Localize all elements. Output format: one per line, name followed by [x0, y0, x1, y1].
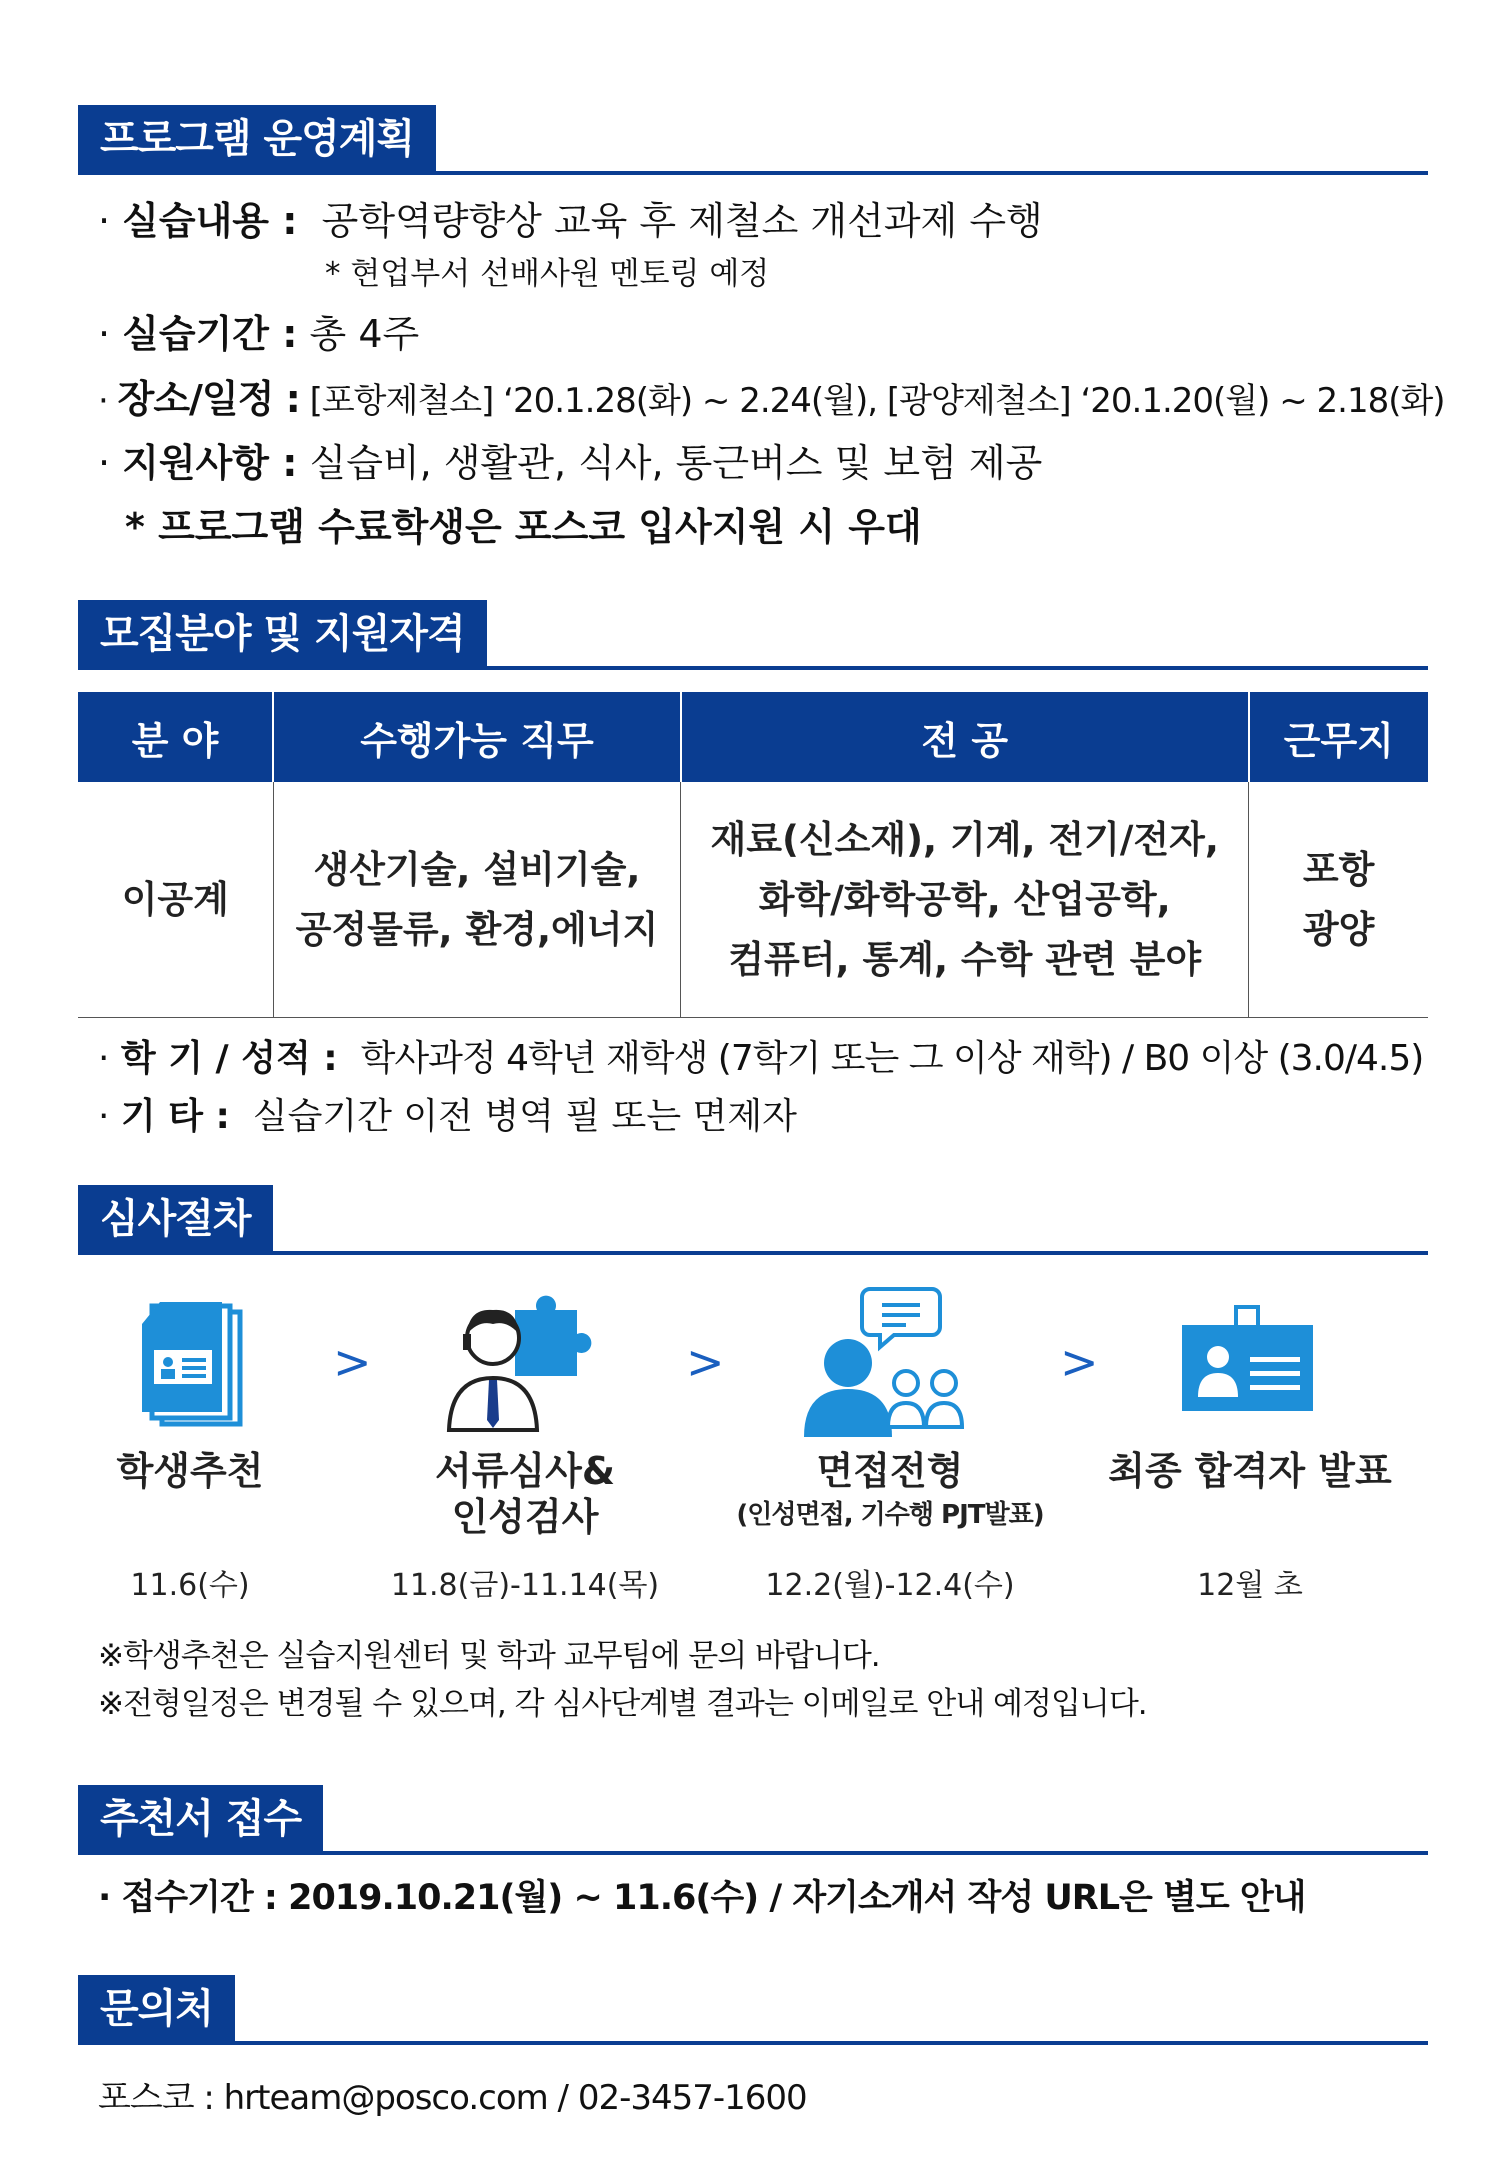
location-line: 광양 [1302, 907, 1375, 951]
section-header-recruit [78, 600, 1428, 670]
section-title: 프로그램 운영계획 [78, 105, 436, 173]
requirements-table [78, 692, 1428, 1018]
section-title: 추천서 접수 [78, 1785, 323, 1853]
section-rule [78, 2041, 1428, 2045]
etc-row: · 기 타 : 실습기간 이전 병역 필 또는 면제자 [98, 1096, 797, 1137]
step-subtitle: (인성면접, 기수행 PJT발표) [736, 1500, 1044, 1530]
section-rule [78, 666, 1428, 670]
section-header-process [78, 1185, 1428, 1255]
grade-row: · 학 기 / 성적 : 학사과정 4학년 재학생 (7학기 또는 그 이상 재학) / B0 이상 (3.0/4.5) [98, 1038, 1424, 1079]
support-label: 지원사항 : [122, 441, 298, 485]
step-date: 11.6(수) [130, 1568, 250, 1603]
etc-value: 실습기간 이전 병역 필 또는 면제자 [252, 1096, 797, 1137]
table-header-major: 전 공 [681, 692, 1249, 782]
location-cell [1249, 782, 1428, 1018]
table-header-field: 분 야 [78, 692, 273, 782]
section-rule [78, 1851, 1428, 1855]
jobs-line: 생산기술, 설비기술, [313, 847, 641, 891]
grade-label: 학 기 / 성적 : [120, 1038, 338, 1079]
support-row: · 지원사항 : 실습비, 생활관, 식사, 통근버스 및 보험 제공 [98, 441, 1043, 485]
step-1 [90, 1448, 290, 1494]
table-row [78, 782, 1428, 1018]
jobs-cell [273, 782, 681, 1018]
section-header-contact [78, 1975, 1428, 2045]
process-note: ※전형일정은 변경될 수 있으며, 각 심사단계별 결과는 이메일로 안내 예정입니다. [98, 1686, 1147, 1722]
major-cell [681, 782, 1249, 1018]
period-row: · 실습기간 : 총 4주 [98, 312, 420, 356]
step-arrow: > [686, 1335, 725, 1389]
place-row: · 장소/일정 : [포항제철소] ‘20.1.28(화) ~ 2.24(월), [광양제철소] ‘20.1.20(월) ~ 2.18(화) [98, 377, 1445, 421]
step-title: 서류심사& [435, 1449, 615, 1493]
section-header-program [78, 105, 1428, 175]
puzzle-person-icon [445, 1290, 605, 1435]
step-title: 학생추천 [116, 1449, 264, 1493]
interview-icon [800, 1285, 970, 1440]
place-label: 장소/일정 : [117, 377, 300, 421]
section-title: 심사절차 [78, 1185, 273, 1253]
section-header-apply [78, 1785, 1428, 1855]
major-line: 화학/화학공학, 산업공학, [758, 877, 1171, 921]
section-rule [78, 171, 1428, 175]
jobs-line: 공정물류, 환경,에너지 [295, 907, 659, 951]
step-date: 12월 초 [1197, 1568, 1303, 1603]
section-rule [78, 1251, 1428, 1255]
support-value: 실습비, 생활관, 식사, 통근버스 및 보험 제공 [309, 441, 1043, 485]
content-row: · 실습내용 : 공학역량향상 교육 후 제철소 개선과제 수행 [98, 199, 1043, 243]
content-label: 실습내용 : [122, 199, 298, 243]
field-cell: 이공계 [78, 782, 273, 1018]
step-title: 면접전형 [816, 1449, 964, 1493]
grade-value: 학사과정 4학년 재학생 (7학기 또는 그 이상 재학) / B0 이상 (3.0/4.5) [360, 1038, 1424, 1079]
location-line: 포항 [1302, 847, 1375, 891]
content-note: * 현업부서 선배사원 멘토링 예정 [325, 256, 770, 292]
benefit-note: * 프로그램 수료학생은 포스코 입사지원 시 우대 [125, 505, 922, 549]
section-title: 문의처 [78, 1975, 235, 2043]
step-arrow: > [333, 1335, 372, 1389]
contact-info: 포스코 : hrteam@posco.com / 02-3457-1600 [98, 2078, 807, 2118]
period-label: 실습기간 : [122, 312, 298, 356]
table-header-location: 근무지 [1249, 692, 1428, 782]
step-4 [1100, 1448, 1400, 1494]
section-title: 모집분야 및 지원자격 [78, 600, 487, 668]
major-line: 재료(신소재), 기계, 전기/전자, [710, 817, 1219, 861]
step-date: 12.2(월)-12.4(수) [765, 1568, 1015, 1603]
place-value: [포항제철소] ‘20.1.28(화) ~ 2.24(월), [광양제철소] ‘20.1.20(월) ~ 2.18(화) [309, 381, 1445, 421]
period-value: 총 4주 [309, 312, 420, 356]
etc-label: 기 타 : [120, 1096, 230, 1137]
content-value: 공학역량향상 교육 후 제철소 개선과제 수행 [321, 199, 1043, 243]
id-card-icon [1180, 1305, 1315, 1415]
step-date: 11.8(금)-11.14(목) [390, 1568, 660, 1603]
step-title-line2: 인성검사 [451, 1495, 599, 1539]
process-note: ※학생추천은 실습지원센터 및 학과 교무팀에 문의 바랍니다. [98, 1638, 880, 1674]
step-2 [400, 1448, 650, 1540]
apply-period: · 접수기간 : 2019.10.21(월) ~ 11.6(수) / 자기소개서 작성 URL은 별도 안내 [98, 1878, 1306, 1918]
step-title: 최종 합격자 발표 [1108, 1449, 1392, 1493]
table-header-jobs: 수행가능 직무 [273, 692, 681, 782]
step-arrow: > [1060, 1335, 1099, 1389]
major-line: 컴퓨터, 통계, 수학 관련 분야 [728, 937, 1202, 981]
document-icon [140, 1300, 245, 1430]
step-3 [720, 1448, 1060, 1531]
